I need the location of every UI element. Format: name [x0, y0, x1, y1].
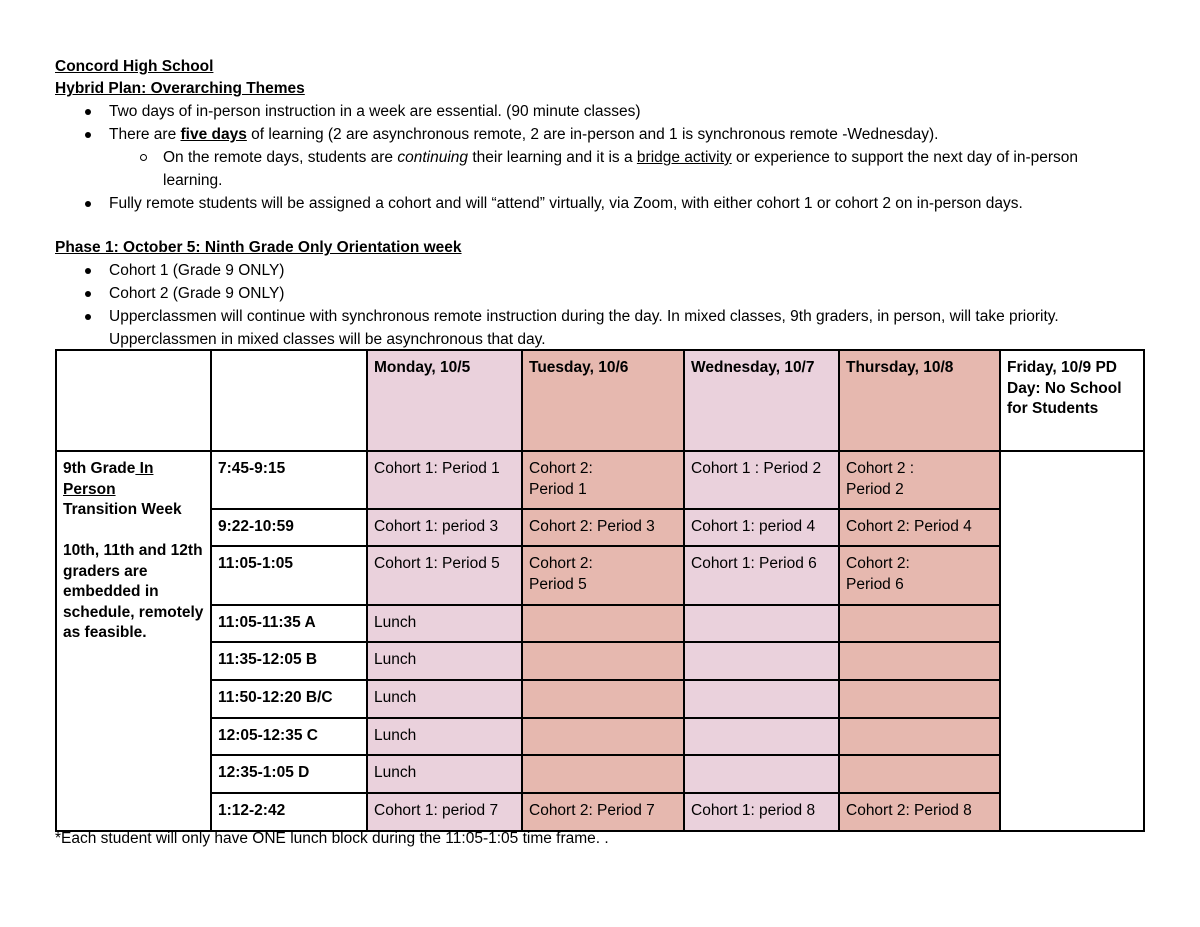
class-cell-wed: Cohort 1: period 8 — [684, 793, 839, 831]
theme-item: Fully remote students will be assigned a cohort and will “attend” virtually, via Zoom, with either cohort 1 or cohort 2 on in-person days. — [55, 192, 1155, 215]
theme-text: or experience to support the next day of in-person learning. — [163, 149, 1079, 189]
class-cell-tue — [522, 718, 684, 755]
phase-item: Cohort 2 (Grade 9 ONLY) — [55, 282, 1155, 305]
class-cell-tue — [522, 605, 684, 642]
class-cell-thu — [839, 605, 1000, 642]
day-header-friday: Friday, 10/9 PD Day: No School for Students — [1000, 350, 1144, 451]
class-cell-tue — [522, 680, 684, 718]
class-cell-thu — [839, 718, 1000, 755]
themes-list — [55, 100, 1155, 146]
class-cell-thu — [839, 680, 1000, 718]
class-cell-mon: Cohort 1: Period 1 — [367, 451, 522, 509]
class-cell-wed: Cohort 1: period 4 — [684, 509, 839, 546]
phase-title: Phase 1: October 5: Ninth Grade Only Orientation week — [55, 239, 462, 256]
schedule-row — [56, 642, 1144, 680]
empty-header-cell — [56, 350, 211, 451]
day-header-wednesday: Wednesday, 10/7 — [684, 350, 839, 451]
theme-item — [55, 123, 1155, 146]
class-cell-wed: Cohort 1 : Period 2 — [684, 451, 839, 509]
time-cell: 9:22-10:59 — [211, 509, 367, 546]
themes-list-cont — [55, 192, 1155, 215]
side-label-upperclass: 10th, 11th and 12th graders are embedded in schedule, remotely as feasible. — [63, 542, 204, 641]
time-cell: 11:05-1:05 — [211, 546, 367, 605]
class-cell-thu — [839, 642, 1000, 680]
schedule-row — [56, 793, 1144, 831]
header-row — [56, 350, 1144, 451]
phase-item: Upperclassmen will continue with synchronous remote instruction during the day. In mixed classes, 9th graders, in person, will take priority. Upperclassmen in mixed classes will be asynchronous that day. — [55, 305, 1155, 351]
schedule-table — [55, 349, 1145, 832]
class-cell-mon: Cohort 1: Period 5 — [367, 546, 522, 605]
class-cell-tue — [522, 755, 684, 793]
schedule-row — [56, 680, 1144, 718]
theme-subitem — [109, 146, 1089, 192]
time-cell: 11:05-11:35 A — [211, 605, 367, 642]
class-cell-thu — [839, 755, 1000, 793]
footnote: *Each student will only have ONE lunch block during the 11:05-1:05 time frame. . — [55, 830, 609, 847]
class-cell-mon: Lunch — [367, 605, 522, 642]
time-cell: 11:50-12:20 B/C — [211, 680, 367, 718]
schedule-row — [56, 509, 1144, 546]
plan-title: Hybrid Plan: Overarching Themes — [55, 80, 305, 97]
class-cell-mon: Lunch — [367, 680, 522, 718]
class-cell-wed — [684, 755, 839, 793]
class-cell-mon: Cohort 1: period 7 — [367, 793, 522, 831]
schedule-row — [56, 718, 1144, 755]
school-title: Concord High School — [55, 58, 214, 75]
schedule-row — [56, 755, 1144, 793]
class-cell-mon: Lunch — [367, 718, 522, 755]
side-label-in-person: In Person — [63, 460, 154, 498]
phase-list — [55, 259, 1155, 351]
class-cell-tue: Cohort 2: Period 1 — [522, 451, 684, 509]
time-cell: 11:35-12:05 B — [211, 642, 367, 680]
time-cell: 1:12-2:42 — [211, 793, 367, 831]
day-header-thursday: Thursday, 10/8 — [839, 350, 1000, 451]
class-cell-wed — [684, 680, 839, 718]
class-cell-mon: Cohort 1: period 3 — [367, 509, 522, 546]
time-cell: 7:45-9:15 — [211, 451, 367, 509]
class-cell-tue: Cohort 2: Period 5 — [522, 546, 684, 605]
theme-item: Two days of in-person instruction in a week are essential. (90 minute classes) — [55, 100, 1155, 123]
day-header-monday: Monday, 10/5 — [367, 350, 522, 451]
class-cell-thu: Cohort 2: Period 4 — [839, 509, 1000, 546]
class-cell-tue — [522, 642, 684, 680]
side-label-grade: 9th Grade — [63, 460, 136, 477]
five-days-emphasis: five days — [180, 126, 247, 143]
class-cell-wed — [684, 605, 839, 642]
theme-text: their learning and it is a — [468, 149, 637, 166]
class-cell-tue: Cohort 2: Period 7 — [522, 793, 684, 831]
theme-text: On the remote days, students are — [163, 149, 398, 166]
class-cell-thu: Cohort 2: Period 6 — [839, 546, 1000, 605]
class-cell-wed — [684, 642, 839, 680]
time-cell: 12:05-12:35 C — [211, 718, 367, 755]
side-label-week: Transition Week — [63, 501, 182, 518]
friday-empty-cell — [1000, 451, 1144, 831]
side-label-cell — [56, 451, 211, 831]
themes-sublist — [109, 146, 1089, 192]
schedule-row — [56, 605, 1144, 642]
empty-header-cell — [211, 350, 367, 451]
bridge-activity-emphasis: bridge activity — [636, 149, 732, 166]
theme-text: There are — [109, 126, 181, 143]
day-header-tuesday: Tuesday, 10/6 — [522, 350, 684, 451]
time-cell: 12:35-1:05 D — [211, 755, 367, 793]
phase-item: Cohort 1 (Grade 9 ONLY) — [55, 259, 1155, 282]
class-cell-mon: Lunch — [367, 642, 522, 680]
class-cell-wed — [684, 718, 839, 755]
themes-section — [55, 56, 1155, 351]
theme-text: of learning (2 are asynchronous remote, 2 are in-person and 1 is synchronous remote -Wednesday). — [246, 126, 939, 143]
class-cell-thu: Cohort 2: Period 8 — [839, 793, 1000, 831]
schedule-row — [56, 546, 1144, 605]
class-cell-wed: Cohort 1: Period 6 — [684, 546, 839, 605]
class-cell-mon: Lunch — [367, 755, 522, 793]
class-cell-thu: Cohort 2 : Period 2 — [839, 451, 1000, 509]
class-cell-tue: Cohort 2: Period 3 — [522, 509, 684, 546]
schedule-row — [56, 451, 1144, 509]
continuing-emphasis: continuing — [397, 149, 469, 166]
